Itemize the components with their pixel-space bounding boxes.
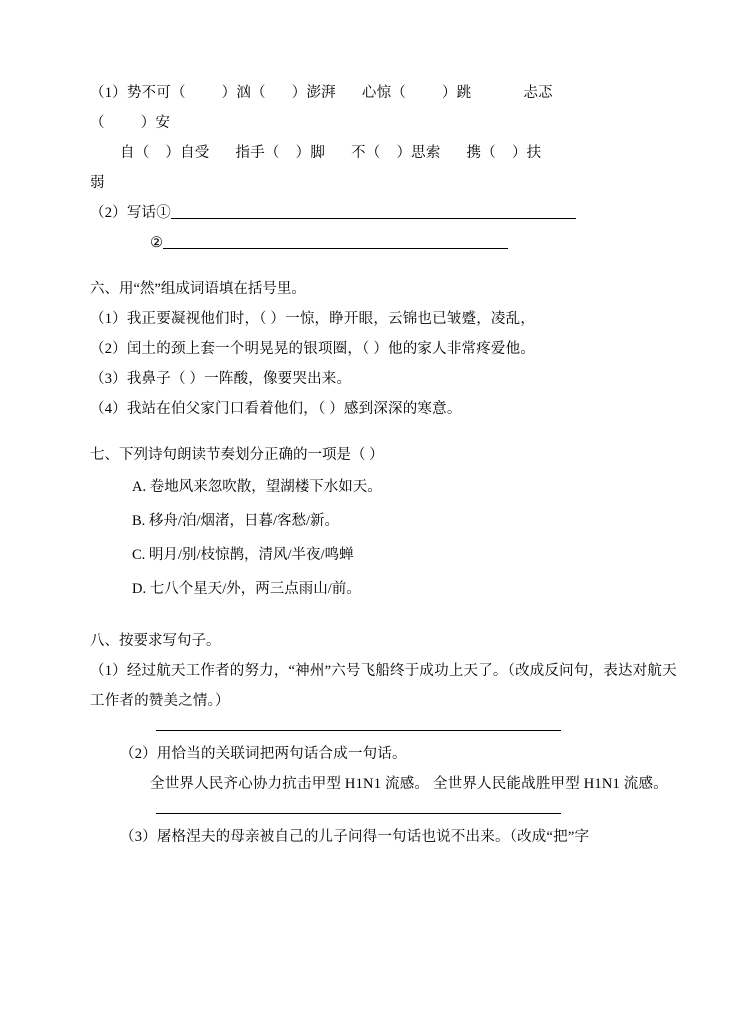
q5-item1-e: 忐忑 [523, 85, 553, 101]
q5-item1-line3-b: ）自受 [165, 145, 210, 161]
q5-item2-line2 [90, 228, 683, 258]
q5-item1-line2-a: （ [90, 115, 105, 131]
q6-title: 六、用“然”组成词语填在括号里。 [90, 281, 306, 297]
q5-item2-second: ② [150, 235, 164, 251]
q5-item2-blank-2[interactable] [163, 233, 508, 249]
q5-item1-line3-e: 不（ [351, 145, 381, 161]
q8-item-2: （2）用恰当的关联词把两句话合成一句话。 [120, 746, 407, 762]
q5-item1-line3-d: ）脚 [295, 145, 326, 161]
q5-item1-prefix: （1）势不可（ [90, 85, 186, 101]
q8-item-1: （1）经过航天工作者的努力，“神州”六号飞船终于成功上天了。（改成反问句，表达对航天工作者的赞美之情。） [90, 663, 677, 709]
q5-item1-line1 [90, 78, 683, 108]
q5-item1-line3-a: 自（ [120, 145, 150, 161]
q5-item2-prefix: （2）写话① [90, 205, 171, 221]
q8-item-2-sub: 全世界人民齐心协力抗击甲型 H1N1 流感。 全世界人民能战胜甲型 H1N1 流感。 [150, 776, 668, 792]
q7-option-c[interactable]: C. 明月/别/枝惊鹊，清风/半夜/鸣蝉 [132, 547, 354, 563]
q6-item-4: （4）我站在伯父家门口看着他们，（ ）感到深深的寒意。 [90, 401, 462, 417]
q8-item-3: （3）屠格涅夫的母亲被自己的儿子问得一句话也说不出来。（改成“把”字 [120, 829, 590, 845]
q5-item1-d: ）跳 [441, 85, 472, 101]
q7-option-b[interactable]: B. 移舟/泊/烟渚，日暮/客愁/新。 [132, 513, 340, 529]
q5-item1-line3-c: 指手（ [235, 145, 280, 161]
q5-item1-a: ）汹（ [221, 85, 266, 101]
q5-item1-line4-text: 弱 [90, 175, 105, 191]
q6-item-3: （3）我鼻子（ ）一阵酸，像要哭出来。 [90, 371, 352, 387]
q6-item-1: （1）我正要凝视他们时，（ ）一惊，睁开眼，云锦也已皱蹙，凌乱， [90, 311, 536, 327]
q8-answer-line-2[interactable] [156, 813, 561, 814]
q6-item-2: （2）闰土的颈上套一个明晃晃的银项圈，（ ）他的家人非常疼爱他。 [90, 341, 536, 357]
q5-item1-line3-g: 携（ [466, 145, 496, 161]
q5-item1-c: 心惊（ [361, 85, 406, 101]
q5-item1-line4 [90, 168, 683, 198]
q5-item1-line3-f: ）思索 [396, 145, 441, 161]
q5-item1-b: ）澎湃 [291, 85, 336, 101]
q8-title: 八、按要求写句子。 [90, 633, 221, 649]
q5-item2-blank-1[interactable] [171, 203, 576, 219]
q5-item1-line2 [90, 108, 683, 138]
q8-answer-line-1[interactable] [156, 730, 561, 731]
q5-item2-line1 [90, 198, 683, 228]
q5-item1-line3 [90, 138, 683, 168]
q7-title: 七、下列诗句朗读节奏划分正确的一项是（ ） [90, 447, 384, 463]
q5-item1-line2-b: ）安 [140, 115, 171, 131]
q7-option-d[interactable]: D. 七八个星天/外，两三点雨山/前。 [132, 581, 361, 597]
q7-option-a[interactable]: A. 卷地风来忽吹散，望湖楼下水如天。 [132, 479, 382, 495]
q5-item1-line3-h: ）扶 [511, 145, 542, 161]
